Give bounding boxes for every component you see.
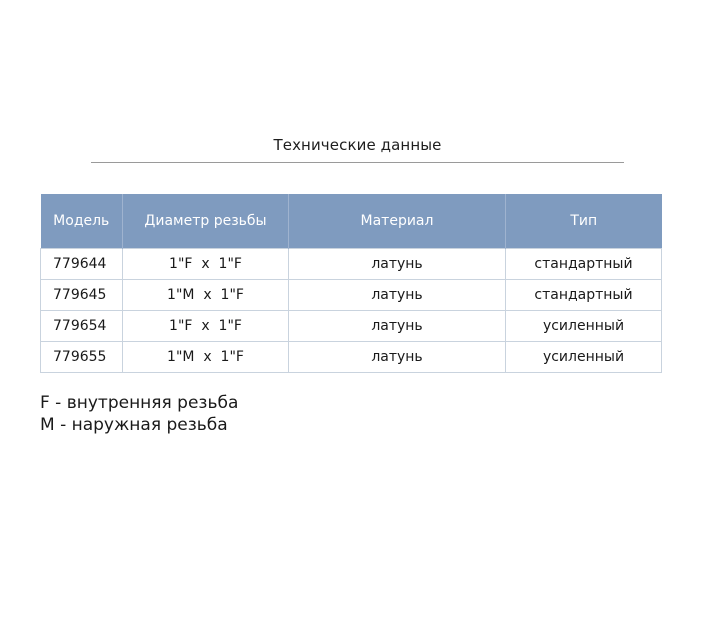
table-row [41, 280, 662, 311]
table-row [41, 311, 662, 342]
cell-material: латунь [289, 342, 506, 373]
cell-diameter: 1"M x 1"F [123, 280, 289, 311]
cell-type: усиленный [506, 311, 662, 342]
thread-legend [40, 392, 238, 436]
cell-model: 779645 [41, 280, 123, 311]
cell-type: стандартный [506, 249, 662, 280]
table-header-row [41, 194, 662, 249]
title-divider [91, 162, 624, 163]
legend-note-female: F - внутренняя резьба [40, 393, 239, 413]
cell-material: латунь [289, 311, 506, 342]
cell-material: латунь [289, 249, 506, 280]
header-material: Материал [289, 194, 506, 249]
cell-material: латунь [289, 280, 506, 311]
cell-model: 779655 [41, 342, 123, 373]
header-type: Тип [506, 194, 662, 249]
cell-diameter: 1"F x 1"F [123, 311, 289, 342]
cell-type: стандартный [506, 280, 662, 311]
legend-note-male: M - наружная резьба [40, 415, 228, 435]
cell-model: 779654 [41, 311, 123, 342]
cell-diameter: 1"M x 1"F [123, 342, 289, 373]
cell-model: 779644 [41, 249, 123, 280]
cell-type: усиленный [506, 342, 662, 373]
spec-table [40, 194, 662, 373]
header-diameter: Диаметр резьбы [123, 194, 289, 249]
table-row [41, 249, 662, 280]
header-model: Модель [41, 194, 123, 249]
section-title: Технические данные [273, 136, 442, 154]
cell-diameter: 1"F x 1"F [123, 249, 289, 280]
table-row [41, 342, 662, 373]
